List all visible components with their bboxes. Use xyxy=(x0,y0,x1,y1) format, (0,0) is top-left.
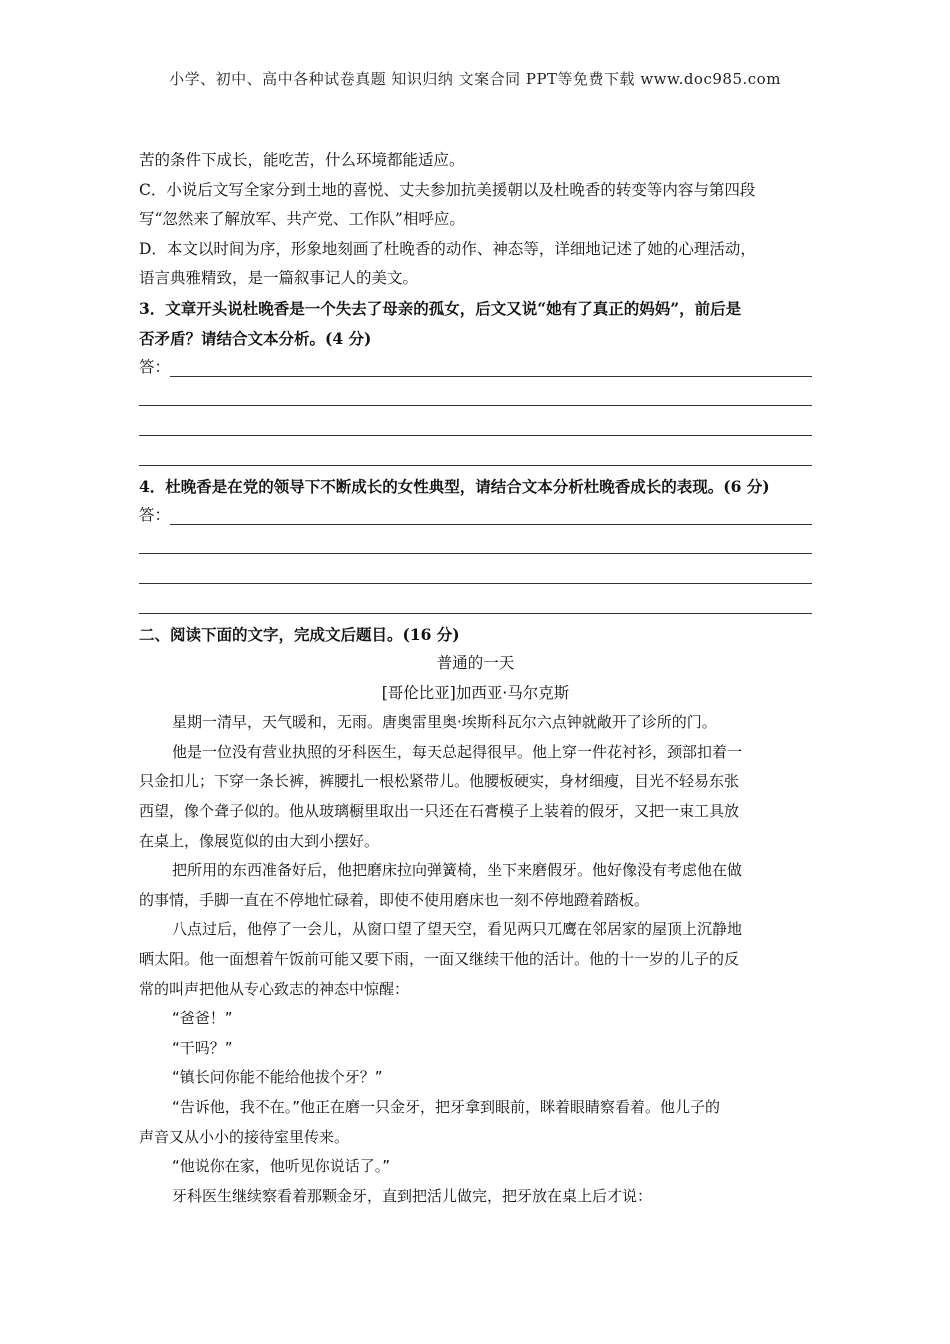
question-3-line1: 3．文章开头说杜晚香是一个失去了母亲的孤女，后文又说“她有了真正的妈妈”，前后是 xyxy=(139,298,742,318)
story-dialogue: “他说你在家，他听见你说话了。” xyxy=(172,1157,391,1176)
answer-4-label: 答： xyxy=(139,506,171,525)
answer-4-row[interactable] xyxy=(139,590,812,620)
answer-line[interactable] xyxy=(139,447,812,466)
answer-line[interactable] xyxy=(170,506,812,525)
option-c-line1: C．小说后文写全家分到土地的喜悦、丈夫参加抗美援朝以及杜晚香的转变等内容与第四段 xyxy=(139,180,756,199)
answer-line[interactable] xyxy=(139,417,812,436)
story-line: 在桌上，像展览似的由大到小摆好。 xyxy=(139,831,380,850)
option-b-tail: 苦的条件下成长，能吃苦，什么环境都能适应。 xyxy=(139,151,465,169)
answer-line[interactable] xyxy=(139,565,812,584)
page-header: 小学、初中、高中各种试卷真题 知识归纳 文案合同 PPT等免费下载 www.doc985.com xyxy=(169,70,781,88)
answer-4-row[interactable] xyxy=(139,531,812,561)
answer-4-row[interactable] xyxy=(139,501,812,531)
document-body xyxy=(139,146,812,1211)
answer-3-row[interactable] xyxy=(139,442,812,472)
story-author: [哥伦比亚]加西亚·马尔克斯 xyxy=(381,683,570,702)
answer-3-row[interactable] xyxy=(139,412,812,442)
story-dialogue: “镇长问你能不能给他拔个牙？” xyxy=(172,1068,383,1087)
question-4-line1: 4．杜晚香是在党的领导下不断成长的女性典型，请结合文本分析杜晚香成长的表现。(6 分) xyxy=(139,476,770,496)
answer-3-row[interactable] xyxy=(139,383,812,413)
answer-4-row[interactable] xyxy=(139,560,812,590)
option-c-line2: 写“忽然来了解放军、共产党、工作队”相呼应。 xyxy=(139,210,465,229)
story-line: 声音又从小小的接待室里传来。 xyxy=(139,1127,350,1146)
story-paragraph: 八点过后，他停了一会儿，从窗口望了望天空，看见两只兀鹰在邻居家的屋顶上沉静地 xyxy=(172,920,743,939)
story-line: 的事情，手脚一直在不停地忙碌着，即使不使用磨床也一刻不停地蹬着踏板。 xyxy=(139,890,650,909)
story-paragraph: 把所用的东西准备好后，他把磨床拉向弹簧椅，坐下来磨假牙。他好像没有考虑他在做 xyxy=(172,861,743,880)
option-d-line2: 语言典雅精致，是一篇叙事记人的美文。 xyxy=(139,269,419,288)
story-line: 常的叫声把他从专心致志的神态中惊醒： xyxy=(139,979,410,998)
story-line: 只金扣儿；下穿一条长裤，裤腰扎一根松紧带儿。他腰板硬实，身材细瘦，目光不轻易东张 xyxy=(139,772,740,791)
answer-line[interactable] xyxy=(170,358,812,377)
option-d-line1: D．本文以时间为序，形象地刻画了杜晚香的动作、神态等，详细地记述了她的心理活动， xyxy=(139,239,756,258)
story-dialogue: “爸爸！” xyxy=(172,1009,233,1028)
section-2-heading: 二、阅读下面的文字，完成文后题目。(16 分) xyxy=(139,624,460,644)
story-line: 晒太阳。他一面想着午饭前可能又要下雨，一面又继续干他的活计。他的十一岁的儿子的反 xyxy=(139,950,740,969)
story-paragraph: 星期一清早，天气暖和，无雨。唐奥雷里奥·埃斯科瓦尔六点钟就敞开了诊所的门。 xyxy=(172,713,717,732)
answer-line[interactable] xyxy=(139,595,812,614)
answer-line[interactable] xyxy=(139,387,812,406)
story-paragraph: 牙科医生继续察看着那颗金牙，直到把活儿做完，把牙放在桌上后才说： xyxy=(172,1186,653,1205)
story-paragraph: “告诉他，我不在。”他正在磨一只金牙，把牙拿到眼前，眯着眼睛察看着。他儿子的 xyxy=(172,1098,721,1116)
story-dialogue: “干吗？” xyxy=(172,1038,233,1057)
story-line: 西望，像个聋子似的。他从玻璃橱里取出一只还在石膏模子上装着的假牙，又把一束工具放 xyxy=(139,802,740,821)
answer-line[interactable] xyxy=(139,535,812,554)
story-title: 普通的一天 xyxy=(436,654,515,673)
answer-3-row[interactable] xyxy=(139,353,812,383)
question-3-line2: 否矛盾？请结合文本分析。(4 分) xyxy=(139,328,372,348)
story-paragraph: 他是一位没有营业执照的牙科医生，每天总起得很早。他上穿一件花衬衫，颈部扣着一 xyxy=(172,742,743,761)
story-text xyxy=(139,708,812,1211)
answer-3-label: 答： xyxy=(139,358,171,377)
